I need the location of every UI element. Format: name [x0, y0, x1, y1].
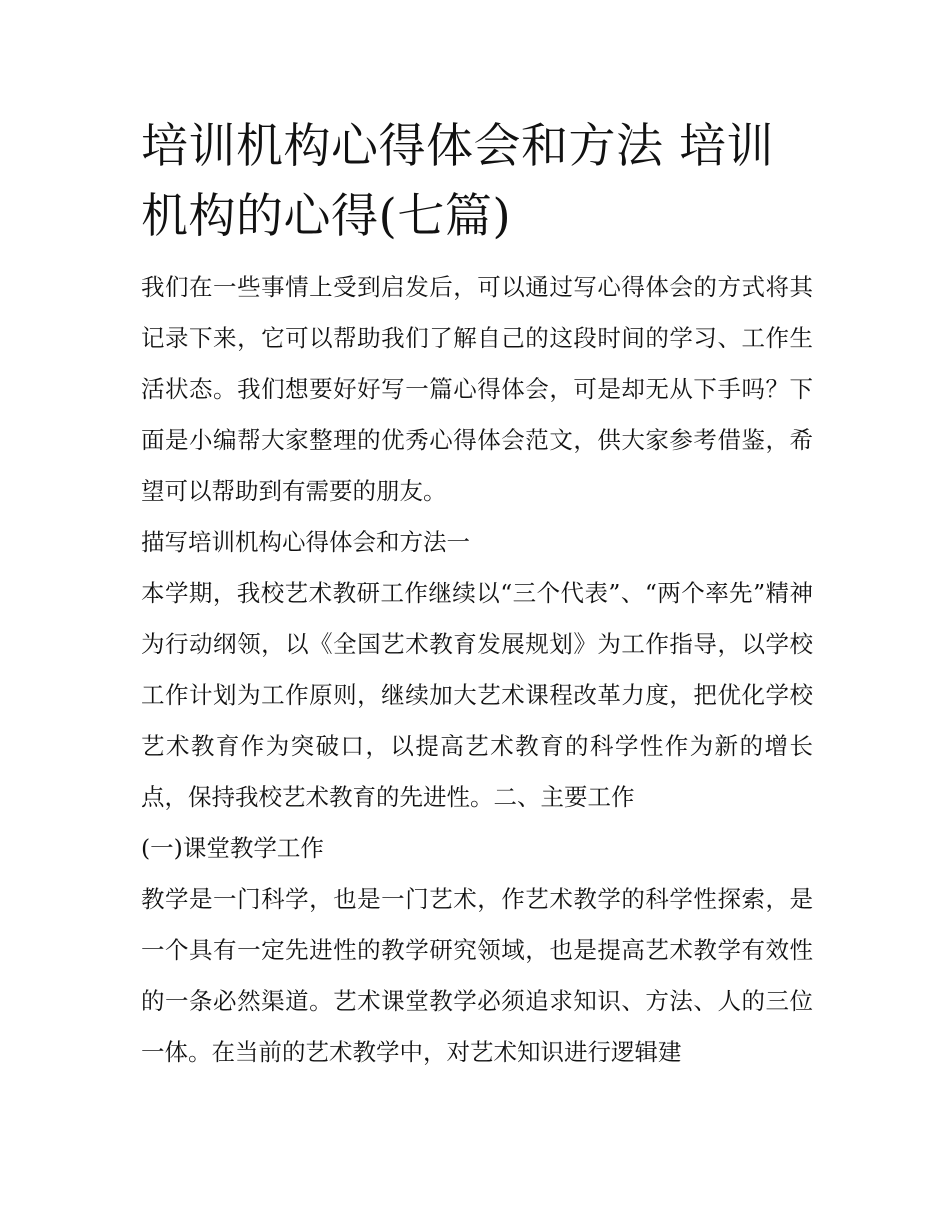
body-paragraph: 教学是一门科学，也是一门艺术，作艺术教学的科学性探索，是一个具有一定先进性的教学研究领域，也是提高艺术教学有效性的一条必然渠道。艺术课堂教学必须追求知识、方法、人的三位一体。在当前的艺术教学中，对艺术知识进行逻辑建 [141, 885, 813, 1066]
subsection-heading: (一)课堂教学工作 [141, 834, 324, 862]
intro-paragraph: 我们在一些事情上受到启发后，可以通过写心得体会的方式将其记录下来，它可以帮助我们了解自己的这段时间的学习、工作生活状态。我们想要好好写一篇心得体会，可是却无从下手吗？下面是小编帮大家整理的优秀心得体会范文，供大家参考借鉴，希望可以帮助到有需要的朋友。 [141, 273, 813, 505]
document-title: 培训机构心得体会和方法 培训机构的心得(七篇) [141, 119, 774, 244]
document-page [141, 112, 813, 1078]
body-paragraph: 本学期，我校艺术教研工作继续以“三个代表”、“两个率先”精神为行动纲领，以《全国艺术教育发展规划》为工作指导，以学校工作计划为工作原则，继续加大艺术课程改革力度，把优化学校艺术教育作为突破口，以提高艺术教育的科学性作为新的增长点，保持我校艺术教育的先进性。二、主要工作 [141, 579, 813, 811]
section-heading: 描写培训机构心得体会和方法一 [141, 528, 470, 556]
